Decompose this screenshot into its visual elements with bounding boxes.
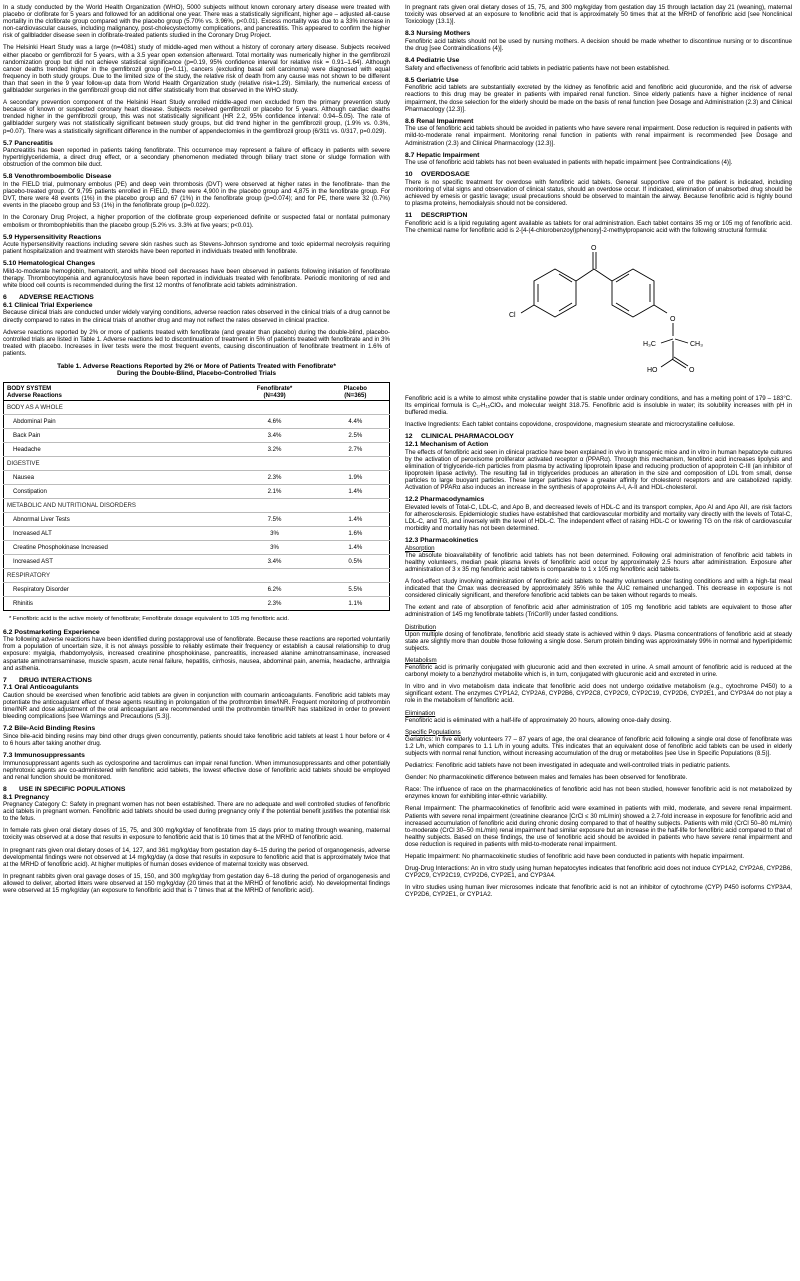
paragraph: Adverse reactions reported by 2% or more of patients treated with fenofibrate (and greater than placebo) during the double-blind, placebo-controlled trials are listed in Table 1. Adverse reactions led to discontinuation of treatment in 5% of patients treated with fenofibrate and in 3% treated with placebo. Increases in liver tests were the most frequent events, causing discontinuation of fenofibrate treatment in 1.6% of patients.: [3, 328, 390, 357]
placebo-cell: 1.4%: [322, 540, 390, 554]
reaction-cell: Creatine Phosphokinase Increased: [4, 540, 228, 554]
category-cell: METABOLIC AND NUTRITIONAL DISORDERS: [4, 498, 390, 512]
section-heading: 7.2 Bile-Acid Binding Resins: [3, 725, 96, 733]
reaction-cell: Headache: [4, 442, 228, 456]
fenofibrate-cell: 2.3%: [227, 470, 321, 484]
paragraph: The following adverse reactions have been identified during postapproval use of fenofibrate. Because these reactions are reported voluntarily from a population of uncertain size, it is not always possible to reliably estimate their frequency or establish a causal relationship to drug exposure: myalgia, rhabdomyolysis, increased creatinine phosphokinase, pancreatitis, increased alanine aminotransaminase, increased aspartate aminotransaminase, muscle spasm, acute renal failure, hepatitis, cirrhosis, nausea, abdominal pain, anemia, headache, arthralgia and asthenia.: [3, 636, 390, 672]
placebo-cell: 1.1%: [322, 596, 390, 610]
reaction-cell: Rhinitis: [4, 596, 228, 610]
paragraph: Pancreatitis has been reported in patients taking fenofibrate. This occurrence may represent a failure of efficacy in patients with severe hypertriglyceridemia, a direct drug effect, or a secondary phenomenon mediated through biliary tract stone or sludge formation with obstruction of the common bile duct.: [3, 147, 390, 169]
paragraph: The extent and rate of absorption of fenofibric acid after administration of 105 mg fenofibric acid tablets are equivalent to those after administration of 145 mg fenofibrate tablets (TriCor®) under fasted conditions.: [405, 604, 792, 619]
section-heading: 6.1 Clinical Trial Experience: [3, 301, 93, 309]
chapter-title: ADVERSE REACTIONS: [19, 294, 94, 302]
placebo-cell: 5.5%: [322, 582, 390, 596]
paragraph: In a study conducted by the World Health Organization (WHO), 5000 subjects without known coronary artery disease were treated with placebo or clofibrate for 5 years and followed for an additional one year. There was a statistically significant, higher age – adjusted all-cause mortality in the clofibrate group compared with the placebo group (5.70% vs. 3.96%, p<0.01). Excess mortality was due to a 33% increase in non-cardiovascular causes, including malignancy, post-cholecystectomy complications, and pancreatitis. This appeared to confirm the higher risk of gallbladder disease seen in clofibrate-treated patients studied in the Coronary Drug Project.: [3, 4, 390, 40]
table-row: [4, 582, 390, 596]
section-heading: 5.10 Hematological Changes: [3, 260, 96, 268]
reaction-cell: Respiratory Disorder: [4, 582, 228, 596]
paragraph: In vitro and in vivo metabolism data indicate that fenofibric acid does not undergo oxidative metabolism (e.g., cytochrome P450) to a significant extent. The enzymes CYP1A2, CYP2A6, CYP2B6, CYP2C8, CYP2C9, CYP2C19, CYP2D6, CYP2E1, and CYP3A4 do not play a role in the metabolism of fenofibric acid.: [405, 683, 792, 705]
paragraph: Renal Impairment: The pharmacokinetics of fenofibric acid were examined in patients with mild, moderate, and severe renal impairment. Patients with severe renal impairment (creatinine clearance [CrCl ≤ 30 mL/min) showed a 2.7-fold increase in exposure for fenofibric acid and increased accumulation of fenofibric acid during chronic dosing compared to that of healthy subjects. Patients with mild (CrCl 50–80 mL/min) to-moderate (CrCl 30–50 mL/min) renal impairment had similar exposure but an increase in the half-life for fenofibric acid compared to that of healthy subjects. Based on these findings, the use of fenofibric acid should be avoided in patients who have severe renal impairment and dose reduction is required in patients with mild-to-moderate renal impairment.: [405, 805, 792, 848]
subsection-heading: Absorption: [405, 544, 435, 552]
section-heading: 12.1 Mechanism of Action: [405, 441, 489, 448]
section-heading: 6.2 Postmarketing Experience: [3, 628, 100, 636]
table-row: [4, 596, 390, 610]
table-category-row: [4, 400, 390, 414]
category-cell: DIGESTIVE: [4, 456, 390, 470]
chapter-number: 6: [3, 294, 7, 302]
section-heading: 8.1 Pregnancy: [3, 793, 50, 801]
table-footnote: * Fenofibric acid is the active moiety of fenofibrate; Fenofibrate dosage equivalent to 105 mg fenofibric acid.: [9, 615, 289, 622]
reaction-cell: Increased ALT: [4, 526, 228, 540]
chapter-title: USE IN SPECIFIC POPULATIONS: [19, 785, 126, 793]
paragraph: Pregnancy Category C: Safety in pregnant women has not been established. There are no adequate and well controlled studies of fenofibric acid tablets in pregnant women. Fenofibric acid tablets should be used during pregnancy only if the potential benefit justifies the potential risk to the fetus.: [3, 801, 390, 823]
fenofibrate-cell: 4.6%: [227, 414, 321, 428]
paragraph: A secondary prevention component of the Helsinki Heart Study enrolled middle-aged men excluded from the primary prevention study because of known or suspected coronary heart disease. Subjects received gemfibrozil or placebo for 5 years. Although cardiac deaths trended higher in the gemfibrozil group, this was not statistically significant (HR 2.2, 95% confidence interval: 0.94–5.05). The rate of gallbladder surgery was not statistically significant between study groups, but did trend higher in the gemfibrozil group, (1.9% vs. 0.3%, p=0.07). There was a statistically significant difference in the number of appendectomies in the gemfibrozil group (6/311 vs. 0/317, p=0.029).: [3, 99, 390, 135]
subsection-heading: Distribution: [405, 623, 436, 631]
table-row: [4, 540, 390, 554]
chapter-heading: [405, 212, 792, 220]
paragraph: In the FIELD trial, pulmonary embolus (PE) and deep vein thrombosis (DVT) were observed at higher rates in the fenofibrate- than the placebo-treated group. Of 9,795 patients enrolled in FIELD, there were 4,900 in the placebo group and 4,875 in the fenofibrate group. For DVT, there were 48 events (1%) in the placebo group and 67 (1%) in the fenofibrate group (p=0.074); and for PE, there were 32 (0.7%) events in the placebo group and 53 (1%) in the fenofibrate group (p=0.022).: [3, 181, 390, 210]
fenofibrate-cell: 3.4%: [227, 428, 321, 442]
paragraph: Geriatrics: In five elderly volunteers 77 – 87 years of age, the oral clearance of fenofibric acid following a single oral dose of fenofibrate was 1.2 L/h, which compares to 1.1 L/h in young adults. This indicates that an equivalent dose of fenofibric acid tablets can be used in elderly subjects with normal renal function, without increasing accumulation of the drug or metabolites [see Use in Specific Populations (8.5)].: [405, 735, 792, 757]
section-heading: 7.1 Oral Anticoagulants: [3, 684, 79, 692]
hydroxyl-label: HO: [647, 367, 658, 375]
table-category-row: [4, 456, 390, 470]
section-heading: 8.5 Geriatric Use: [405, 76, 459, 84]
chapter-number: 11: [405, 212, 413, 220]
chapter-heading: [3, 786, 390, 794]
paragraph: In vitro studies using human liver microsomes indicate that fenofibric acid is not an inhibitor of cytochrome (CYP) P450 isoforms CYP3A4, CYP2D6, CYP2E1, or CYP1A2.: [405, 884, 792, 899]
paragraph: In pregnant rats given oral dietary doses of 15, 75, and 300 mg/kg/day from gestation day 15 through lactation day 21 (weaning), maternal toxicity was observed at an exposure to fenofibric acid that is approximately 50 times that at the MRHD of fenofibric acid [see Nonclinical Toxicology (13.1)].: [405, 4, 792, 26]
chapter-title: DESCRIPTION: [421, 212, 468, 220]
table-title-line: During the Double-Blind, Placebo-Controlled Trials: [117, 370, 276, 378]
chapter-title: CLINICAL PHARMACOLOGY: [421, 433, 514, 441]
section-heading: 8.4 Pediatric Use: [405, 57, 460, 65]
paragraph: The Helsinki Heart Study was a large (n=4081) study of middle-aged men without a history of coronary artery disease. Subjects received either placebo or gemfibrozil for 5 years, with a 3.5 year open extension afterward. Total mortality was numerically higher in the gemfibrozil randomization group but did not achieve statistical significance (p=0.19, 95% confidence interval for relative risk = 0.91–1.64). Although cancer deaths trended higher in the gemfibrozil group (p=0.11), cancers (excluding basal cell carcinoma) were diagnosed with equal frequency in both study groups. Due to the limited size of the study, the relative risk of death from any cause was not shown to be different than that seen in the 9 year follow-up data from World Health Organization study (relative risk=1.29). Similarly, the numerical excess of gallbladder surgeries in the gemfibrozil group did not differ statistically from that observed in the WHO study.: [3, 44, 390, 95]
paragraph: Hepatic Impairment: No pharmacokinetic studies of fenofibric acid have been conducted in patients with hepatic impairment.: [405, 853, 745, 860]
chapter-number: 12: [405, 433, 413, 441]
chapter-heading: [405, 171, 792, 179]
paragraph: In female rats given oral dietary doses of 15, 75, and 300 mg/kg/day of fenofibrate from 15 days prior to mating through weaning, maternal toxicity was observed at a dose that results in exposure to fenofibric acid that is 10 times that at the MRHD of fenofibric acid.: [3, 827, 390, 842]
atom-label-oxygen: O: [591, 245, 597, 253]
table-row: [4, 554, 390, 568]
table-header-row: [4, 382, 390, 400]
table-category-row: [4, 498, 390, 512]
paragraph: In pregnant rats given oral dietary doses of 14, 127, and 361 mg/kg/day from gestation day 6–15 during the period of organogenesis, adverse developmental findings were not observed at 14 mg/kg/day (a dose that results in exposure to fenofibric acid that is approximately twice that at the MRHD of fenofibric acid). At higher multiples of human doses evidence of maternal toxicity was observed.: [3, 846, 390, 868]
paragraph: Since bile-acid binding resins may bind other drugs given concurrently, patients should take fenofibric acid tablets at least 1 hour before or 4 to 6 hours after taking another drug.: [3, 732, 390, 747]
paragraph: Fenofibric acid is primarily conjugated with glucuronic acid and then excreted in urine. A small amount of fenofibric acid is reduced at the carbonyl moiety to a benzhydrol metabolite which is, in turn, conjugated with glucuronic acid and excreted in urine.: [405, 664, 792, 679]
paragraph: The effects of fenofibric acid seen in clinical practice have been explained in vivo in transgenic mice and in vitro in human hepatocyte cultures by the activation of peroxisome proliferator activated receptor α (PPARα). Through this mechanism, fenofibric acid increases lipolysis and elimination of triglyceride-rich particles from plasma by activating lipoprotein lipase and reducing production of apoprotein C-III (an inhibitor of lipoprotein lipase activity). The resulting fall in triglycerides produces an alteration in the size and composition of LDL from small, dense particles to large buoyant particles. These larger particles have a greater affinity for cholesterol receptors and are catabolized rapidly. Activation of PPARα also induces an increase in the synthesis of apoproteins A-I, A-II and HDL-cholesterol.: [405, 448, 792, 492]
reaction-cell: Abnormal Liver Tests: [4, 512, 228, 526]
paragraph: A food-effect study involving administration of fenofibric acid tablets to healthy volunteers under fasting conditions and with a high-fat meal indicated that the Cmax was decreased by approximately 35% while the AUC remained unchanged. This decrease in exposure is not considered clinically significant, and therefore fenofibric acid tablets can be taken without regards to meals.: [405, 578, 792, 600]
section-heading: 12.3 Pharmacokinetics: [405, 537, 479, 545]
table-row: [4, 470, 390, 484]
reaction-cell: Constipation: [4, 484, 228, 498]
reaction-cell: Nausea: [4, 470, 228, 484]
chapter-number: 10: [405, 171, 413, 179]
section-heading: 12.2 Pharmacodynamics: [405, 496, 485, 504]
table-row: [4, 526, 390, 540]
column-header: Placebo (N=365): [322, 382, 390, 400]
paragraph: Fenofibric acid tablets are substantially excreted by the kidney as fenofibric acid and fenofibric acid glucuronide, and the risk of adverse reactions to this drug may be greater in patients with impaired renal function. Since elderly patients have a higher incidence of renal impairment, the dose selection for the elderly should be made on the basis of renal function [see Dosage and Administration (2.3) and Clinical Pharmacology (12.3)].: [405, 84, 792, 113]
reaction-cell: Back Pain: [4, 428, 228, 442]
chapter-heading: [405, 433, 792, 441]
paragraph: Fenofibric acid tablets should not be used by nursing mothers. A decision should be made whether to discontinue nursing or to discontinue the drug [see Contraindications (4)].: [405, 37, 792, 52]
placebo-cell: 0.5%: [322, 554, 390, 568]
table-row: [4, 428, 390, 442]
methyl-label: H₃C: [643, 341, 656, 349]
fenofibrate-cell: 2.3%: [227, 596, 321, 610]
category-cell: RESPIRATORY: [4, 568, 390, 582]
chapter-heading: [3, 294, 390, 302]
placebo-cell: 1.6%: [322, 526, 390, 540]
paragraph: Fenofibric acid is eliminated with a half-life of approximately 20 hours, allowing once-daily dosing.: [405, 716, 672, 724]
paragraph: Upon multiple dosing of fenofibrate, fenofibric acid steady state is achieved within 9 days. Plasma concentrations of fenofibric acid at steady state are slightly more than double those following a single dose. Serum protein binding was approximately 99% in normal and hyperlipidemic subjects.: [405, 630, 792, 652]
placebo-cell: 4.4%: [322, 414, 390, 428]
paragraph: Safety and effectiveness of fenofibric acid tablets in pediatric patients have not been established.: [405, 64, 670, 72]
chapter-heading: [3, 677, 390, 685]
column-header: BODY SYSTEM Adverse Reactions: [4, 382, 228, 400]
paragraph: There is no specific treatment for overdose with fenofibric acid tablets. General supportive care of the patient is indicated, including monitoring of vital signs and observation of clinical status, should an overdose occur. If indicated, elimination of unabsorbed drug should be achieved by emesis or gastric lavage; usual precautions should be observed to maintain the airway. Because fenofibric acid is highly bound to plasma proteins, hemodialysis should not be considered.: [405, 178, 792, 208]
paragraph: Immunosuppressant agents such as cyclosporine and tacrolimus can impair renal function. When immunosuppressants and other potentially nephrotoxic agents are co-administered with fenofibric acid tablets, the lowest effective dose of fenofibric acid tablets should be employed and renal function should be monitored.: [3, 759, 390, 781]
left-column: [3, 4, 390, 899]
placebo-cell: 1.9%: [322, 470, 390, 484]
paragraph: Race: The influence of race on the pharmacokinetics of fenofibric acid has not been studied, however fenofibric acid is not metabolized by enzymes known for exhibiting inter-ethnic variability.: [405, 786, 792, 801]
structural-formula: [405, 239, 792, 387]
placebo-cell: 2.5%: [322, 428, 390, 442]
paragraph: Fenofibric acid is a white to almost white crystalline powder that is stable under ordinary conditions, and has a melting point of 179 – 183°C. Its empirical formula is C₁₇H₁₅ClO₄ and molecular weight 318.75. Fenofibric acid is insoluble in water; its solubility increases with pH in buffered media.: [405, 395, 792, 417]
paragraph: Mild-to-moderate hemoglobin, hematocrit, and white blood cell decreases have been observed in patients following initiation of fenofibrate therapy. Thrombocytopenia and agranulocytosis have been reported in individuals treated with fenofibrate. Periodic monitoring of red and white blood cell counts is recommended during the first 12 months of fenofibrate acid tablets administration.: [3, 268, 390, 290]
section-heading: 7.3 Immunosuppressants: [3, 752, 85, 760]
table-row: [4, 442, 390, 456]
fenofibrate-cell: 3%: [227, 526, 321, 540]
right-column: [405, 4, 792, 903]
placebo-cell: 2.7%: [322, 442, 390, 456]
chapter-title: OVERDOSAGE: [421, 171, 470, 179]
paragraph: Drug-Drug Interactions: An in vitro study using human hepatocytes indicates that fenofibric acid does not induce CYP1A2, CYP2A6, CYP2B6, CYP2C9, CYP2C19, CYP2D6, CYP2E1, and CYP3A4.: [405, 865, 792, 880]
paragraph: Gender: No pharmacokinetic difference between males and females has been observed for fenofibrate.: [405, 774, 688, 782]
table-row: [4, 484, 390, 498]
chapter-number: 8: [3, 785, 7, 793]
fenofibrate-cell: 3%: [227, 540, 321, 554]
table-row: [4, 512, 390, 526]
section-heading: 5.7 Pancreatitis: [3, 139, 53, 147]
benzene-ring-left: [534, 269, 576, 317]
paragraph: Elevated levels of Total-C, LDL-C, and Apo B, and decreased levels of HDL-C and its transport complex, Apo AI and Apo AII, are risk factors for atherosclerosis. Epidemiologic studies have established that cardiovascular morbidity and mortality vary directly with the levels of Total-C, LDL-C, and TG, and inversely with the level of HDL-C. The independent effect of raising HDL-C or lowering TG on the risk of cardiovascular morbidity and mortality has not been determined.: [405, 503, 792, 533]
paragraph: Inactive Ingredients: Each tablet contains copovidone, crospovidone, magnesium stearate and microcrystalline cellulose.: [405, 421, 735, 429]
table-title-line: Table 1. Adverse Reactions Reported by 2% or More of Patients Treated with Fenofibrate*: [57, 363, 336, 371]
placebo-cell: 1.4%: [322, 512, 390, 526]
adverse-reactions-table: [3, 382, 390, 611]
methyl-label: CH₃: [690, 341, 703, 349]
category-cell: BODY AS A WHOLE: [4, 400, 390, 414]
section-heading: 5.9 Hypersensitivity Reactions: [3, 233, 102, 241]
chapter-title: DRUG INTERACTIONS: [19, 676, 92, 684]
paragraph: Because clinical trials are conducted under widely varying conditions, adverse reaction rates observed in the clinical trials of a drug cannot be directly compared to rates in the clinical trials of another drug and may not reflect the rates observed in clinical practice.: [3, 309, 390, 324]
table-row: [4, 414, 390, 428]
table-body: [4, 400, 390, 610]
benzene-ring-right: [612, 269, 654, 317]
fenofibrate-cell: 3.4%: [227, 554, 321, 568]
table-title: [3, 363, 390, 378]
reaction-cell: Increased AST: [4, 554, 228, 568]
chapter-number: 7: [3, 676, 7, 684]
placebo-cell: 1.4%: [322, 484, 390, 498]
paragraph: Pediatrics: Fenofibric acid tablets have not been investigated in adequate and well-controlled trials in pediatric patients.: [405, 762, 731, 770]
table-category-row: [4, 568, 390, 582]
paragraph: The absolute bioavailability of fenofibric acid tablets has not been determined. Following oral administration of fenofibric acid tablets in healthy volunteers, median peak plasma levels of fenofibric acid occur by approximately 2.5 hours after administration. Exposure after administration of 3 x 35 mg fenofibric acid tablets is comparable to 1 x 105 mg fenofibric acid tablets.: [405, 551, 792, 573]
paragraph: Acute hypersensitivity reactions including severe skin rashes such as Stevens-Johnson syndrome and toxic epidermal necrolysis requiring patient hospitalization and treatment with steroids have been reported in individuals treated with fenofibrate.: [3, 241, 390, 256]
atom-label-oxygen: O: [670, 316, 676, 324]
paragraph: The use of fenofibric acid tablets should be avoided in patients who have severe renal impairment. Dose reduction is required in patients with mild-to-moderate renal impairment. Monitoring renal function in patients with renal impairment is recommended [see Dosage and Administration (2.3) and Clinical Pharmacology (12.3)].: [405, 125, 792, 147]
subsection-heading: Elimination: [405, 709, 436, 717]
atom-label-oxygen: O: [689, 367, 695, 375]
section-heading: 8.6 Renal Impairment: [405, 117, 474, 125]
atom-label-chlorine: Cl: [509, 312, 516, 320]
subsection-heading: Specific Populations: [405, 728, 461, 736]
section-heading: 5.8 Venothromboembolic Disease: [3, 173, 112, 181]
paragraph: In the Coronary Drug Project, a higher proportion of the clofibrate group experienced definite or suspected fatal or nonfatal pulmonary embolism or thrombophlebitis than the placebo group (5.2% vs. 3.3% at five years; p<0.01).: [3, 214, 390, 229]
section-heading: 8.7 Hepatic Impairment: [405, 151, 480, 159]
paragraph: Caution should be exercised when fenofibric acid tablets are given in conjunction with coumarin anticoagulants. Fenofibric acid tablets may potentiate the anticoagulant effect of these agents resulting in prolongation of the prothrombin time/INR. Frequent monitoring of prothrombin time/INR and dose adjustment of the oral anticoagulant are recommended until the prothrombin time/INR has stabilized in order to prevent bleeding complications [see Warnings and Precautions (5.3)].: [3, 691, 390, 721]
subsection-heading: Metabolism: [405, 656, 437, 664]
fenofibrate-cell: 2.1%: [227, 484, 321, 498]
reaction-cell: Abdominal Pain: [4, 414, 228, 428]
fenofibrate-cell: 6.2%: [227, 582, 321, 596]
paragraph: The use of fenofibric acid tablets has not been evaluated in patients with hepatic impairment [see Contraindications (4)].: [405, 159, 733, 167]
structural-formula-drawing: [405, 239, 792, 387]
fenofibrate-cell: 3.2%: [227, 442, 321, 456]
fenofibrate-cell: 7.5%: [227, 512, 321, 526]
section-heading: 8.3 Nursing Mothers: [405, 30, 471, 38]
paragraph: In pregnant rabbits given oral gavage doses of 15, 150, and 300 mg/kg/day from gestation day 6–18 during the period of organogenesis and allowed to deliver, aborted litters were observed at 150 mg/kg/day (20 times that at the MRHD of fenofibric acid). No developmental findings were observed at 15 mg/kg/day (an exposure to fenofibric acid that is 7 times that at the MRHD of fenofibric acid).: [3, 872, 390, 895]
paragraph: Fenofibric acid is a lipid regulating agent available as tablets for oral administration. Each tablet contains 35 mg or 105 mg of fenofibric acid. The chemical name for fenofibric acid is 2-[4-(4-chlorobenzoyl)phenoxy]-2-methylpropanoic acid with the following structural formula:: [405, 219, 792, 234]
column-header: Fenofibrate* (N=439): [227, 382, 321, 400]
